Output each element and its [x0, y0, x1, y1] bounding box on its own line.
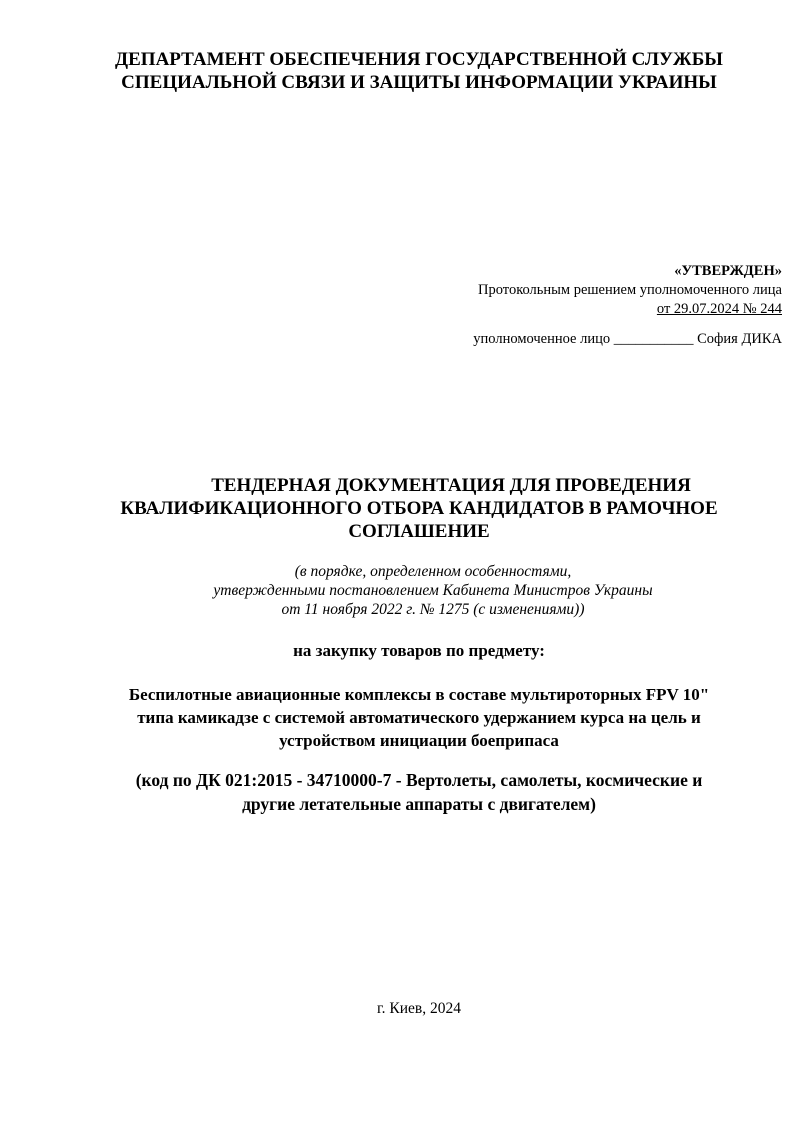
classification-code: [40, 768, 798, 816]
subject-line-1: Беспилотные авиационные комплексы в составе мультироторных FPV 10": [128, 685, 710, 704]
title-line-1: ТЕНДЕРНАЯ ДОКУМЕНТАЦИЯ ДЛЯ ПРОВЕДЕНИЯ: [211, 475, 691, 496]
signature-line: уполномоченное лицо ___________ София ДИКА: [473, 331, 782, 347]
approved-label: «УТВЕРЖДЕН»: [674, 263, 782, 279]
title-line-2: КВАЛИФИКАЦИОННОГО ОТБОРА КАНДИДАТОВ В РАМОЧНОЕ: [120, 498, 718, 519]
approval-decision-ref: от 29.07.2024 № 244: [656, 301, 782, 317]
title-line-3: СОГЛАШЕНИЕ: [348, 521, 490, 542]
procurement-label: на закупку товаров по предмету:: [293, 641, 545, 660]
procedure-note: [160, 562, 706, 619]
code-line-2: другие летательные аппараты с двигателем): [242, 794, 596, 814]
procurement-subject: [60, 683, 778, 752]
approval-block: [362, 262, 782, 319]
procedure-line-3: от 11 ноября 2022 г. № 1275 (с изменениями)): [281, 601, 585, 618]
department-header: [0, 48, 800, 94]
procedure-line-1: (в порядке, определенном особенностями,: [294, 563, 572, 580]
subject-line-2: типа камикадзе с системой автоматического удержанием курса на цель и: [137, 708, 701, 727]
city-year: г. Киев, 2024: [377, 1000, 461, 1017]
document-title: [100, 474, 738, 543]
subject-line-3: устройством инициации боеприпаса: [279, 731, 559, 750]
approval-decision-text: Протокольным решением уполномоченного лица: [478, 282, 782, 298]
department-line-2: СПЕЦИАЛЬНОЙ СВЯЗИ И ЗАЩИТЫ ИНФОРМАЦИИ УКРАИНЫ: [121, 72, 717, 93]
code-line-1: (код по ДК 021:2015 - 34710000-7 - Вертолеты, самолеты, космические и: [135, 770, 703, 790]
department-line-1: ДЕПАРТАМЕНТ ОБЕСПЕЧЕНИЯ ГОСУДАРСТВЕННОЙ СЛУЖБЫ: [115, 49, 723, 70]
procedure-line-2: утвержденными постановлением Кабинета Министров Украины: [213, 582, 653, 599]
